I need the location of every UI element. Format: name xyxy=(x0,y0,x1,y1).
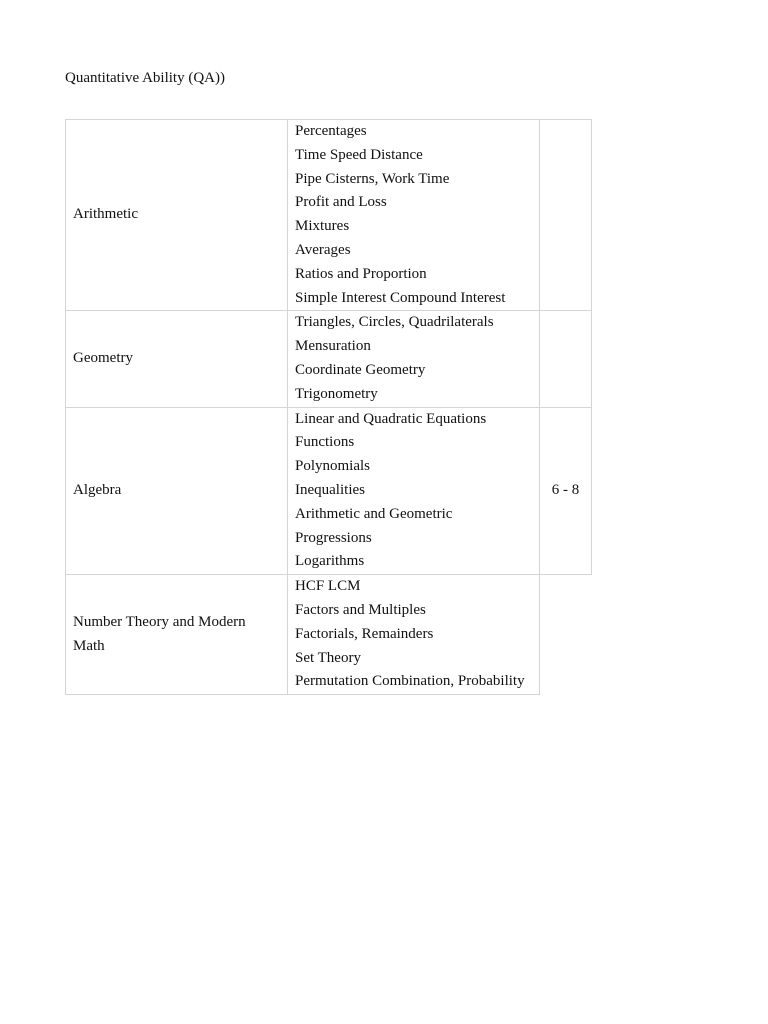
document-title: Quantitative Ability (QA)) xyxy=(65,70,225,86)
section-name: Geometry xyxy=(73,350,133,367)
topic-item: Triangles, Circles, Quadrilaterals xyxy=(295,314,494,331)
section-name: Algebra xyxy=(73,481,122,498)
topic-item: Inequalities xyxy=(295,481,365,498)
questions-cell-empty xyxy=(540,575,592,695)
topic-item: Ratios and Proportion xyxy=(295,265,427,282)
questions-count: 6 - 8 xyxy=(540,407,592,575)
topic-item: Polynomials xyxy=(295,458,371,475)
section-cell xyxy=(66,311,288,407)
topic-item: Simple Interest Compound Interest xyxy=(295,289,506,306)
topic-item: Logarithms xyxy=(295,553,365,570)
topic-item: Factors and Multiples xyxy=(295,601,426,618)
syllabus-table xyxy=(65,119,592,695)
topic-item: Profit and Loss xyxy=(295,194,387,211)
topic-item: Pipe Cisterns, Work Time xyxy=(295,170,450,187)
table-row xyxy=(66,311,592,407)
topic-item: HCF LCM xyxy=(295,578,361,595)
questions-cell-empty xyxy=(540,311,592,407)
topic-item: Arithmetic and Geometric Progressions xyxy=(295,505,453,546)
topics-cell xyxy=(288,120,540,311)
topic-item: Averages xyxy=(295,241,351,258)
table-row xyxy=(66,575,592,695)
topics-cell xyxy=(288,407,540,575)
topic-item: Functions xyxy=(295,434,355,451)
topic-item: Time Speed Distance xyxy=(295,146,423,163)
section-name: Number Theory and Modern Math xyxy=(73,613,246,654)
topic-item: Mixtures xyxy=(295,218,350,235)
topic-item: Set Theory xyxy=(295,649,361,666)
table-row xyxy=(66,407,592,575)
section-cell xyxy=(66,575,288,695)
section-cell xyxy=(66,120,288,311)
topic-item: Trigonometry xyxy=(295,385,378,402)
questions-cell-empty xyxy=(540,120,592,311)
topic-item: Coordinate Geometry xyxy=(295,361,426,378)
topic-item: Percentages xyxy=(295,123,367,139)
topics-cell xyxy=(288,575,540,695)
table-row xyxy=(66,120,592,311)
section-cell xyxy=(66,407,288,575)
topic-item: Mensuration xyxy=(295,338,371,355)
topic-item: Linear and Quadratic Equations xyxy=(295,410,487,427)
topic-item: Factorials, Remainders xyxy=(295,625,434,642)
topics-cell xyxy=(288,311,540,407)
section-name: Arithmetic xyxy=(73,206,138,223)
topic-item: Permutation Combination, Probability xyxy=(295,673,525,690)
